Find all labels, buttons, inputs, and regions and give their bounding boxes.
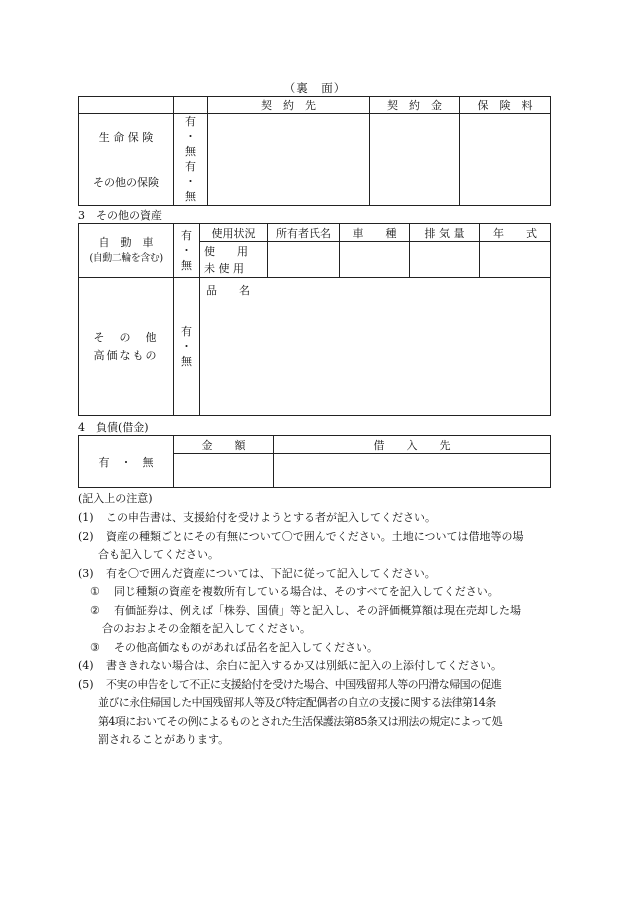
page-title: （裏 面）	[283, 81, 347, 95]
note-item: ① 同じ種類の資産を複数所有している場合は、そのすべてを記入してください。	[90, 585, 499, 598]
usage-used-option[interactable]: 使 用	[200, 242, 268, 260]
life-insurance-yn[interactable]: 有 ・ 無	[174, 114, 208, 160]
note-item: ② 有価証券は、例えば「株券、国債」等と記入し、その評価概算額は現在売却した場 合のおおよその金額を記入してください。	[90, 603, 521, 635]
col-header-car-type: 車 種	[340, 224, 410, 242]
col-header-premium: 保 険 料	[460, 97, 551, 114]
col-header-contract-amount: 契 約 金	[370, 97, 460, 114]
usage-unused-option[interactable]: 未 使 用	[200, 260, 268, 278]
other-insurance-yn[interactable]: 有 ・ 無	[174, 159, 208, 205]
debts-yn[interactable]: 有 ・ 無	[79, 436, 174, 488]
valuables-yn[interactable]: 有 ・ 無	[174, 278, 200, 416]
note-item: (2) 資産の種類ごとにその有無について〇で囲んでください。土地については借地等の場 合も記入してください。	[78, 529, 524, 561]
other-assets-table	[78, 223, 551, 416]
col-header-model-year: 年 式	[480, 224, 551, 242]
premium-field[interactable]	[460, 114, 551, 206]
car-label: 自 動 車 (自動二輪を含む)	[79, 224, 174, 278]
note-item: ③ その他高価なものがあれば品名を記入してください。	[90, 640, 378, 654]
lender-field[interactable]	[274, 454, 551, 488]
life-insurance-label: 生 命 保 険	[79, 114, 174, 160]
notes-heading: (記入上の注意)	[78, 492, 153, 505]
displacement-field[interactable]	[410, 242, 480, 278]
note-item: (1) この申告書は、支援給付を受けようとする者が記入してください。	[78, 511, 436, 524]
owner-field[interactable]	[268, 242, 340, 278]
debt-amount-field[interactable]	[174, 454, 274, 488]
other-insurance-label: その他の保険	[79, 159, 174, 205]
valuables-label: そ の 他 高価なもの	[79, 278, 174, 416]
section-3-title: 3 その他の資産	[78, 209, 162, 222]
col-header-usage: 使用状況	[200, 224, 268, 242]
insurance-table	[78, 96, 551, 206]
contract-amount-field[interactable]	[370, 114, 460, 206]
car-type-field[interactable]	[340, 242, 410, 278]
debts-table	[78, 435, 551, 488]
col-header-displacement: 排 気 量	[410, 224, 480, 242]
col-header-owner: 所有者氏名	[268, 224, 340, 242]
note-item: (4) 書ききれない場合は、余白に記入するか又は別紙に記入の上添付してください。	[78, 659, 502, 672]
car-yn[interactable]: 有 ・ 無	[174, 224, 200, 278]
col-header-amount: 金 額	[174, 436, 274, 454]
note-item: (3) 有を〇で囲んだ資産については、下記に従って記入してください。	[78, 566, 436, 580]
col-header-contractor: 契 約 先	[208, 97, 370, 114]
notes-list	[78, 509, 550, 750]
model-year-field[interactable]	[480, 242, 551, 278]
contractor-field[interactable]	[208, 114, 370, 206]
item-name-field[interactable]: 品 名	[200, 278, 551, 416]
col-header-lender: 借 入 先	[274, 436, 551, 454]
note-item: (5) 不実の申告をして不正に支援給付を受けた場合、中国残留邦人等の円滑な帰国の促進 並びに永住帰国した中国残留邦人等及び特定配偶者の自立の支援に関する法律第14条 第4項においてその例によるものとされた生活保護法第85条又は刑法の規定によって処 罰されることがあります。	[78, 677, 502, 746]
section-4-title: 4 負債(借金)	[78, 421, 149, 434]
